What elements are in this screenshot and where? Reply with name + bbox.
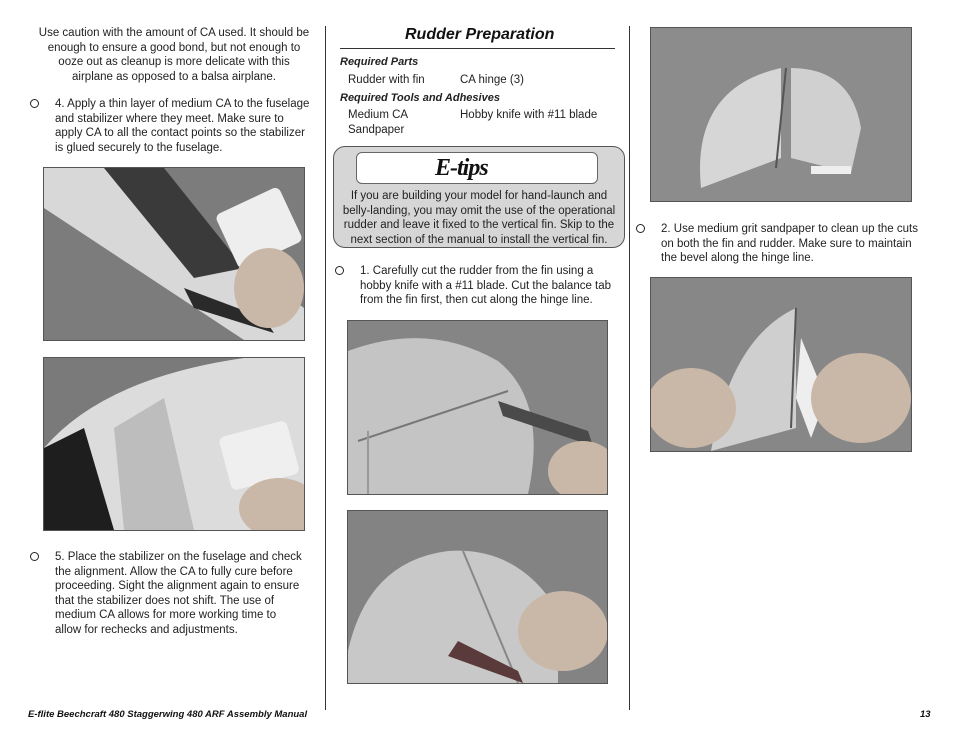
section-title: Rudder Preparation [405,26,555,43]
step-1-text: 1. Carefully cut the rudder from the fin using a hobby knife with a #11 blade. Cut the balance tab from the fin first, then cut along the hinge line. [360,265,612,306]
photo-sanding [650,277,912,452]
footer-manual-title: E-flite Beechcraft 480 Staggerwing 480 ARF Assembly Manual [28,709,308,720]
part-2: CA hinge (3) [460,74,524,86]
checkbox-circle-icon[interactable] [335,266,344,275]
required-tools-label: Required Tools and Adhesives [340,92,500,104]
step-5-text: 5. Place the stabilizer on the fuselage and check the alignment. Allow the CA to fully cure before proceeding. Sight the alignment again to ensure that the stabilizer does not shift. The use of medium CA allows for more working time to allow for rechecks and adjustments. [55,551,302,636]
caution-text: Use caution with the amount of CA used. It should be enough to ensure a good bond, but not enough to ooze out as cleanup is more delicate with this airplane as opposed to a balsa airplane. [38,27,310,83]
etips-logo: E-tips [435,155,488,181]
photo-glue-stabilizer [43,357,305,531]
required-parts-label: Required Parts [340,56,419,68]
checkbox-circle-icon[interactable] [30,552,39,561]
column-divider-1 [325,26,326,710]
tool-3: Sandpaper [348,124,405,136]
column-divider-2 [629,26,630,710]
etips-panel [333,146,625,248]
photo-glue-fuselage [43,167,305,341]
title-rule [340,48,615,49]
step-4-text: 4. Apply a thin layer of medium CA to the fuselage and stabilizer where they meet. Make sure to apply CA to all the contact points so the stabilizer is glued securely to the fuselage. [55,98,310,154]
tool-1: Medium CA [348,109,409,121]
step-2-text: 2. Use medium grit sandpaper to clean up the cuts on both the fin and rudder. Make sure to maintain the bevel along the hinge line. [661,223,918,264]
page-number: 13 [920,709,931,720]
photo-cut-rudder-2 [347,510,608,684]
etips-text: If you are building your model for hand-launch and belly-landing, you may omit the use of the operational rudder and leave it fixed to the vertical fin. Skip to the next section of the manual to install the vertical fin. [342,190,616,246]
etips-logo-box [356,152,598,184]
photo-cut-rudder-1 [347,320,608,495]
checkbox-circle-icon[interactable] [636,224,645,233]
tool-2: Hobby knife with #11 blade [460,109,598,121]
checkbox-circle-icon[interactable] [30,99,39,108]
part-1: Rudder with fin [348,74,425,86]
photo-fin-rudder-separated [650,27,912,202]
